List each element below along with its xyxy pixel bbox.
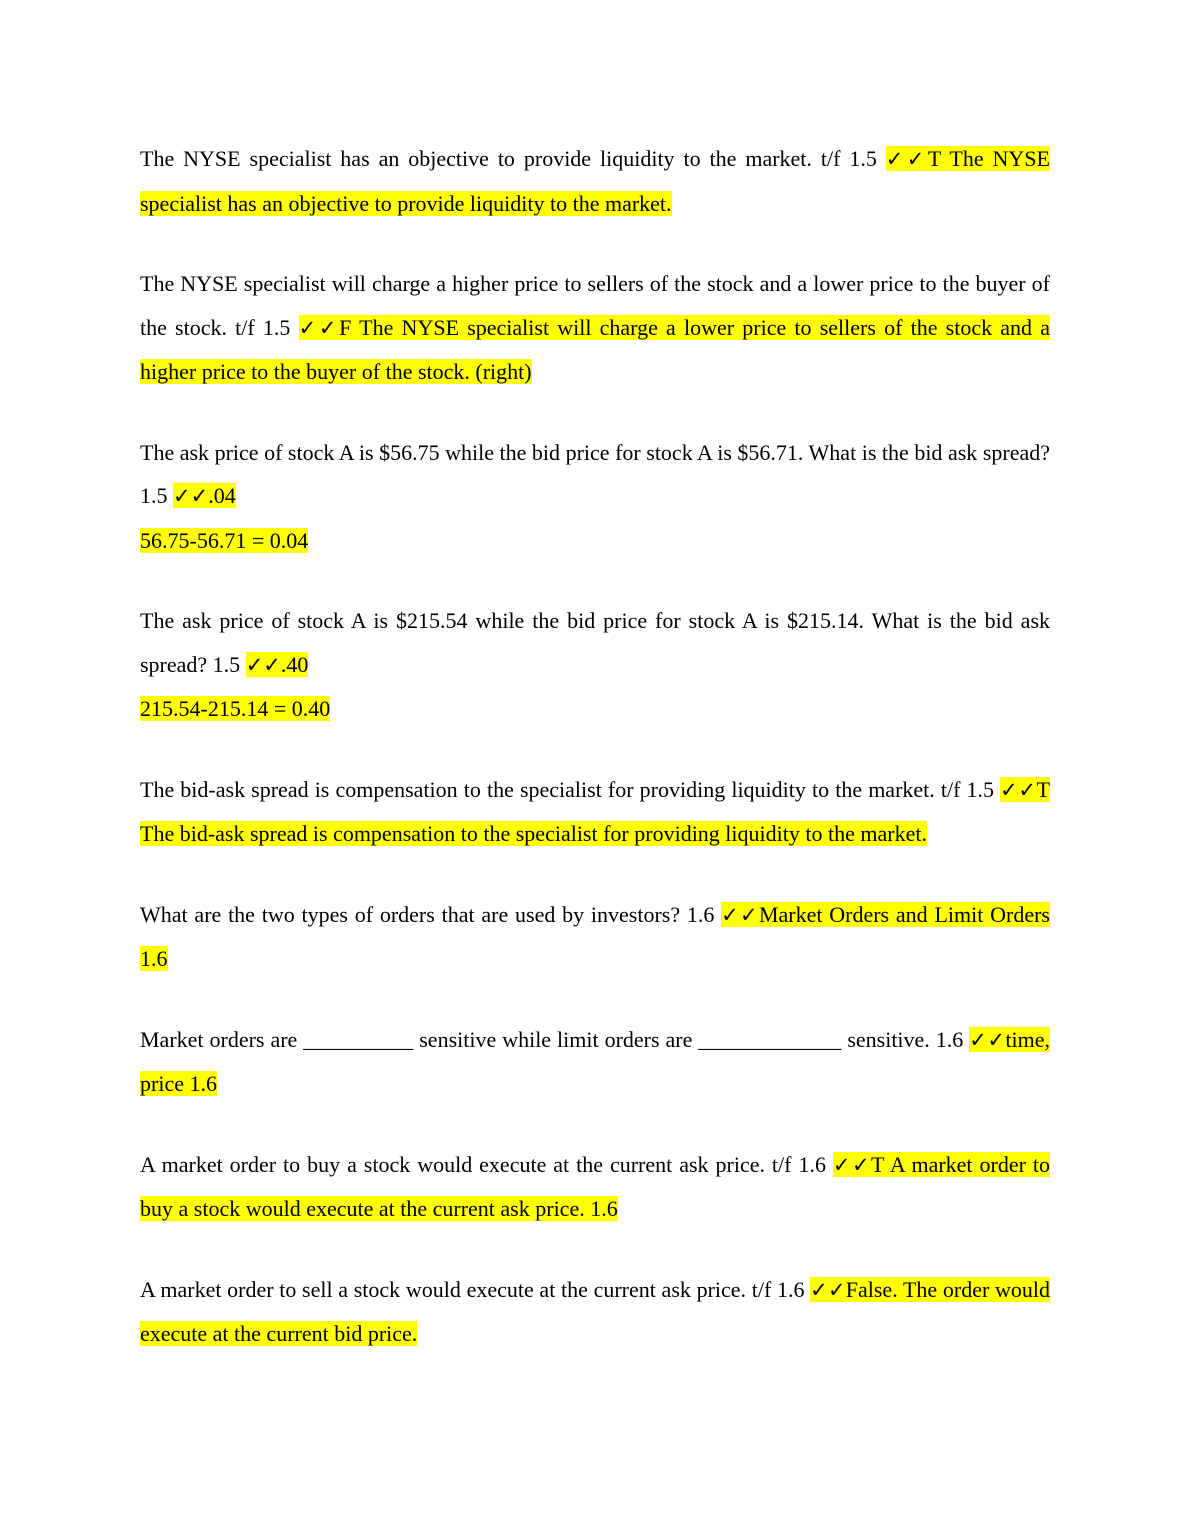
answer-text: T The bid-ask spread is compensation to the specialist for providing liquidity to the market. xyxy=(140,776,1050,846)
question-text: What are the two types of orders that are used by investors? 1.6 xyxy=(140,901,722,927)
answer-text: Market Orders and Limit Orders 1.6 xyxy=(140,901,1050,971)
work-highlight: 56.75-56.71 = 0.04 xyxy=(140,527,309,553)
qa-item-9 xyxy=(140,1268,1050,1356)
check-mark-icon: ✓✓ xyxy=(969,1027,1006,1052)
check-mark-icon: ✓✓ xyxy=(245,652,281,677)
qa-item-1 xyxy=(140,137,1050,225)
qa-item-4 xyxy=(140,599,1050,731)
answer-highlight xyxy=(173,483,236,508)
answer-text: time, price 1.6 xyxy=(140,1026,1050,1096)
answer-text: .40 xyxy=(280,651,309,677)
check-mark-icon: ✓✓ xyxy=(810,1277,846,1302)
qa-item-8 xyxy=(140,1143,1050,1231)
question-text: A market order to buy a stock would execute at the current ask price. t/f 1.6 xyxy=(140,1151,833,1177)
question-text: The ask price of stock A is $215.54 while the bid price for stock A is $215.14. What is the bid ask spread? 1.5 xyxy=(140,608,1050,677)
check-mark-icon: ✓✓ xyxy=(832,1152,872,1177)
qa-item-6 xyxy=(140,893,1050,981)
answer-highlight xyxy=(246,652,309,677)
check-mark-icon: ✓✓ xyxy=(885,147,928,171)
qa-item-2 xyxy=(140,262,1050,394)
qa-item-5 xyxy=(140,768,1050,856)
check-mark-icon: ✓✓ xyxy=(721,902,759,927)
document-page xyxy=(140,137,1050,1393)
question-text: The bid-ask spread is compensation to the specialist for providing liquidity to the market. t/f 1.5 xyxy=(140,776,1001,802)
question-text: The NYSE specialist has an objective to provide liquidity to the market. t/f 1.5 xyxy=(140,146,886,171)
answer-text: .04 xyxy=(208,483,236,508)
question-text: The ask price of stock A is $56.75 while the bid price for stock A is $56.71. What is the bid ask spread? 1.5 xyxy=(140,439,1050,508)
question-text: The NYSE specialist will charge a higher price to sellers of the stock and a lower price to the buyer of the stock. t/f 1.5 xyxy=(140,271,1050,340)
answer-text: T The NYSE specialist has an objective to provide liquidity to the market. xyxy=(140,146,1050,216)
answer-text: T A market order to buy a stock would execute at the current ask price. 1.6 xyxy=(140,1151,1050,1221)
question-text: Market orders are __________ sensitive while limit orders are _____________ sensitive. 1.6 xyxy=(140,1026,970,1052)
work-highlight: 215.54-215.14 = 0.40 xyxy=(140,696,331,721)
answer-text: F The NYSE specialist will charge a lower price to sellers of the stock and a higher price to the buyer of the stock. (right) xyxy=(140,314,1050,384)
answer-text: False. The order would execute at the current bid price. xyxy=(140,1276,1050,1346)
question-text: A market order to sell a stock would execute at the current ask price. t/f 1.6 xyxy=(140,1276,811,1302)
qa-item-3 xyxy=(140,431,1050,563)
check-mark-icon: ✓✓ xyxy=(1000,777,1037,802)
check-mark-icon: ✓✓ xyxy=(298,315,340,340)
check-mark-icon: ✓✓ xyxy=(173,484,209,508)
qa-item-7 xyxy=(140,1018,1050,1106)
